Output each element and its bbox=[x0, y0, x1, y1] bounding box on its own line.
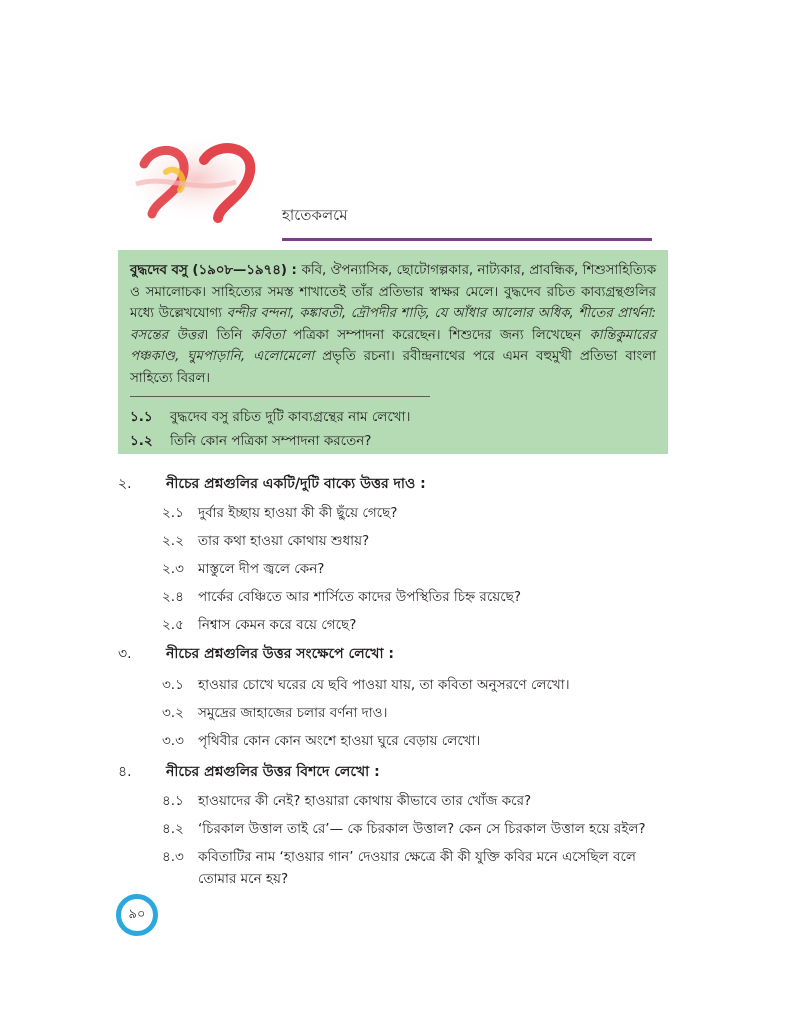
author-years: (১৯০৮—১৯৭৪) : bbox=[187, 263, 302, 278]
question-number: ৩.২ bbox=[162, 705, 184, 721]
section-label: হাতেকলমে bbox=[282, 206, 348, 224]
children-works: কান্তিকুমারের পঞ্চকাণ্ড, ঘুমপাড়ানি, এলোমেলো bbox=[130, 327, 657, 364]
poetry-works: বন্দীর বন্দনা, কঙ্কাবতী, দ্রৌপদীর শাড়ি, যে আঁধার আলোর অধিক, শীতের প্রার্থনা: বসন্তের উত্তর bbox=[130, 306, 656, 343]
question-text: পার্কের বেঞ্চিতে আর শার্সিতে কাদের উপস্থিতির চিহ্ন রয়েছে? bbox=[198, 589, 521, 605]
question-item bbox=[162, 846, 682, 890]
question-number: ২.৫ bbox=[162, 617, 184, 633]
section-heading bbox=[118, 472, 426, 496]
section-title: নীচের প্রশ্নগুলির একটি/দুটি বাক্যে উত্তর দাও : bbox=[166, 476, 426, 492]
question-text: পৃথিবীর কোন কোন অংশে হাওয়া ঘুরে বেড়ায় লেখো। bbox=[198, 733, 481, 749]
question-text: তিনি কোন পত্রিকা সম্পাদনা করতেন? bbox=[170, 433, 372, 449]
question-item bbox=[162, 730, 682, 752]
question-item bbox=[162, 614, 682, 636]
question-text: হাওয়াদের কী নেই? হাওয়ারা কোথায় কীভাবে তার খোঁজ করে? bbox=[198, 793, 532, 809]
question-number: ৩.১ bbox=[162, 677, 184, 693]
question-number: ৪.৩ bbox=[162, 849, 184, 865]
question-item bbox=[162, 674, 682, 696]
question-text: ‘চিরকাল উত্তাল তাই রে’— কে চিরকাল উত্তাল? কেন সে চিরকাল উত্তাল হয়ে রইল? bbox=[198, 821, 646, 837]
section-number: ৩. bbox=[118, 646, 132, 662]
question-text: তার কথা হাওয়া কোথায় শুধায়? bbox=[198, 533, 370, 549]
question-number: ৩.৩ bbox=[162, 733, 184, 749]
question-item bbox=[162, 790, 682, 812]
bio-segment: প্রভৃতি রচনা। রবীন্দ্রনাথের পরে এমন বহুমুখী প্রতিভা বাংলা সাহিত্যে বিরল। bbox=[130, 349, 656, 386]
section-title: নীচের প্রশ্নগুলির উত্তর সংক্ষেপে লেখো : bbox=[166, 646, 395, 662]
bio-segment: পত্রিকা সম্পাদনা করেছেন। শিশুদের জন্য লিখেছেন bbox=[284, 327, 590, 343]
question-text: কবিতাটির নাম ‘হাওয়ার গান’ দেওয়ার ক্ষেত্রে কী কী যুক্তি কবির মনে এসেছিল বলে তোমার মনে হয়? bbox=[198, 849, 636, 887]
header-divider bbox=[282, 238, 652, 241]
bio-segment: কবি, ঔপন্যাসিক, ছোটোগল্পকার, নাট্যকার, প্রাবন্ধিক, শিশুসাহিত্যিক ও সমালোচক। সাহিত্যের সমস্ত শাখাতেই তাঁর প্রতিভার স্বাক্ষর মেলে। বুদ্ধদেব রচিত কাব্যগ্রন্থগুলির মধ্যে উল্লেখযোগ্য bbox=[130, 263, 657, 321]
question-item bbox=[162, 558, 682, 580]
question-text: দুর্বার ইচ্ছায় হাওয়া কী কী ছুঁয়ে গেছে? bbox=[198, 505, 398, 521]
question-text: হাওয়ার চোখে ঘরের যে ছবি পাওয়া যায়, তা কবিতা অনুসরণে লেখো। bbox=[198, 677, 570, 693]
section-number: ৪. bbox=[118, 764, 132, 780]
section-number: ২. bbox=[118, 476, 132, 492]
question-item bbox=[162, 502, 682, 524]
question-item bbox=[130, 406, 410, 429]
question-number: ২.৪ bbox=[162, 589, 184, 605]
question-item bbox=[162, 702, 682, 724]
question-item bbox=[162, 586, 682, 608]
question-item bbox=[162, 530, 682, 552]
decorative-swirl-icon bbox=[126, 134, 276, 224]
page-number-badge bbox=[116, 894, 158, 936]
question-number: ৪.২ bbox=[162, 821, 184, 837]
question-item bbox=[130, 430, 371, 453]
question-item bbox=[162, 818, 682, 840]
section-heading bbox=[118, 642, 394, 666]
bio-segment: । তিনি bbox=[203, 327, 251, 343]
question-text: নিশ্বাস কেমন করে বয়ে গেছে? bbox=[198, 617, 357, 633]
question-number: ২.২ bbox=[162, 533, 184, 549]
question-number: ২.৩ bbox=[162, 561, 184, 577]
question-text: বুদ্ধদেব বসু রচিত দুটি কাব্যগ্রন্থের নাম লেখো। bbox=[170, 409, 411, 425]
question-number: ১.২ bbox=[130, 433, 153, 449]
magazine-name: কবিতা bbox=[250, 327, 285, 343]
question-text: সমুদ্রের জাহাজের চলার বর্ণনা দাও। bbox=[198, 705, 388, 721]
author-bio-text bbox=[130, 260, 656, 389]
question-number: ৪.১ bbox=[162, 793, 184, 809]
section-heading bbox=[118, 760, 380, 784]
page-number: ৯০ bbox=[128, 906, 146, 922]
bio-divider bbox=[130, 396, 430, 397]
section-title: নীচের প্রশ্নগুলির উত্তর বিশদে লেখো : bbox=[166, 764, 380, 780]
author-name: বুদ্ধদেব বসু bbox=[130, 263, 188, 278]
question-text: মাস্তুলে দীপ জ্বলে কেন? bbox=[198, 561, 325, 577]
question-number: ২.১ bbox=[162, 505, 184, 521]
author-bio-box bbox=[118, 250, 668, 454]
question-number: ১.১ bbox=[130, 409, 153, 425]
